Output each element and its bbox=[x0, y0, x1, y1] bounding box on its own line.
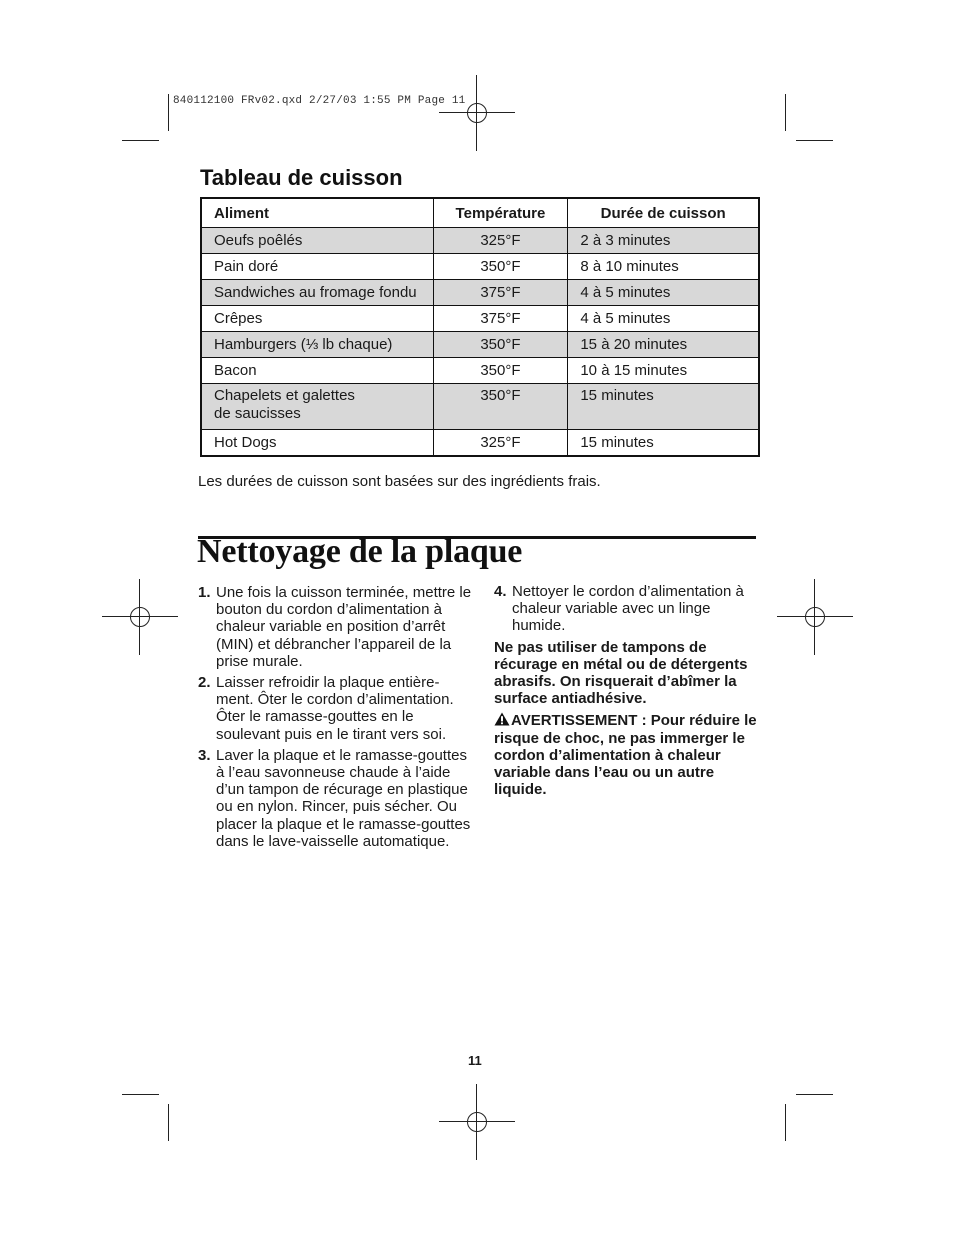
cooking-table bbox=[200, 197, 760, 457]
registration-mark-left bbox=[120, 597, 160, 637]
warning-paragraph bbox=[494, 712, 758, 798]
column-header-cook-time: Durée de cuisson bbox=[568, 198, 759, 228]
food-cell-line: Chapelets et galettes bbox=[214, 387, 355, 404]
step-number: 3. bbox=[198, 746, 211, 764]
cook-time-cell: 4 à 5 minutes bbox=[568, 280, 759, 306]
column-header-temperature: Température bbox=[433, 198, 568, 228]
warning-triangle-icon bbox=[494, 712, 510, 726]
table-row bbox=[201, 384, 759, 430]
list-item bbox=[198, 674, 474, 743]
food-cell: Sandwiches au fromage fondu bbox=[201, 280, 433, 306]
food-cell: Pain doré bbox=[201, 254, 433, 280]
crop-mark-bottom-right-h bbox=[796, 1094, 833, 1095]
table-row bbox=[201, 254, 759, 280]
steps-column-right bbox=[494, 583, 758, 803]
temperature-cell: 375°F bbox=[433, 306, 568, 332]
caution-text: Ne pas utiliser de tampons de récurage en métal ou de détergents abrasifs. On risquerait d’abîmer la surface antiadhésive. bbox=[494, 638, 748, 708]
step-number: 2. bbox=[198, 674, 211, 692]
temperature-cell: 350°F bbox=[433, 332, 568, 358]
table-note: Les durées de cuisson sont basées sur des ingrédients frais. bbox=[198, 473, 601, 490]
cook-time-cell: 2 à 3 minutes bbox=[568, 228, 759, 254]
page-number: 11 bbox=[468, 1053, 482, 1068]
step-number: 1. bbox=[198, 584, 211, 601]
crop-mark-top-right-h bbox=[796, 140, 833, 141]
temperature-cell: 350°F bbox=[433, 384, 568, 430]
food-cell-line: de saucisses bbox=[214, 405, 301, 422]
table-row bbox=[201, 358, 759, 384]
registration-mark-right bbox=[795, 597, 835, 637]
food-cell: Bacon bbox=[201, 358, 433, 384]
temperature-cell: 350°F bbox=[433, 358, 568, 384]
cook-time-cell: 8 à 10 minutes bbox=[568, 254, 759, 280]
food-cell: Crêpes bbox=[201, 306, 433, 332]
table-row bbox=[201, 332, 759, 358]
registration-mark-bottom bbox=[457, 1102, 497, 1142]
crop-mark-bottom-left-v bbox=[168, 1104, 169, 1141]
step-text: Laisser refroidir la plaque entière-ment. Ôter le cordon d’alimentation. Ôter le ramasse-gouttes en le soulevant puis en le tirant vers soi. bbox=[216, 674, 454, 743]
cook-time-cell: 15 minutes bbox=[568, 384, 759, 430]
steps-column-left bbox=[198, 584, 474, 854]
printer-slug: 840112100 FRv02.qxd 2/27/03 1:55 PM Page 11 bbox=[173, 95, 466, 107]
crop-mark-bottom-left-h bbox=[122, 1094, 159, 1095]
step-text: Nettoyer le cordon d’alimentation à chaleur variable avec un linge humide. bbox=[512, 583, 744, 635]
step-number: 4. bbox=[494, 583, 507, 600]
food-cell: Oeufs poêlés bbox=[201, 228, 433, 254]
step-text: Une fois la cuisson terminée, mettre le bouton du cordon d’alimentation à chaleur variable en position d’arrêt (MIN) et débrancher l’appareil de la prise murale. bbox=[216, 584, 472, 670]
temperature-cell: 375°F bbox=[433, 280, 568, 306]
column-header-food: Aliment bbox=[201, 198, 433, 228]
section-title: Nettoyage de la plaque bbox=[197, 533, 523, 570]
temperature-cell: 325°F bbox=[433, 430, 568, 457]
table-row bbox=[201, 306, 759, 332]
crop-mark-top-right-v bbox=[785, 94, 786, 131]
crop-mark-top-left-v bbox=[168, 94, 169, 131]
temperature-cell: 325°F bbox=[433, 228, 568, 254]
crop-mark-bottom-right-v bbox=[785, 1104, 786, 1141]
registration-mark-top bbox=[457, 93, 497, 133]
crop-mark-top-left-h bbox=[122, 140, 159, 141]
table-row bbox=[201, 228, 759, 254]
table-row bbox=[201, 430, 759, 457]
food-cell: Hamburgers (⅓ lb chaque) bbox=[201, 332, 433, 358]
cook-time-cell: 15 à 20 minutes bbox=[568, 332, 759, 358]
table-header-row bbox=[201, 198, 759, 228]
cook-time-cell: 15 minutes bbox=[568, 430, 759, 457]
temperature-cell: 350°F bbox=[433, 254, 568, 280]
table-row bbox=[201, 280, 759, 306]
cook-time-cell: 10 à 15 minutes bbox=[568, 358, 759, 384]
list-item bbox=[198, 747, 474, 850]
food-cell bbox=[201, 384, 433, 430]
cook-time-cell: 4 à 5 minutes bbox=[568, 306, 759, 332]
list-item bbox=[494, 583, 758, 635]
list-item bbox=[198, 584, 474, 670]
cooking-table-title: Tableau de cuisson bbox=[200, 165, 403, 190]
warning-text: AVERTISSEMENT : Pour réduire le risque de choc, ne pas immerger le cordon d’alimentation à chaleur variable dans l’eau ou un autre liquide. bbox=[494, 712, 757, 799]
food-cell: Hot Dogs bbox=[201, 430, 433, 457]
step-text: Laver la plaque et le ramasse-gouttes à l’eau savonneuse chaude à l’aide d’un tampon de récurage en plastique ou en nylon. Rincer, puis sécher. Ou placer la plaque et le ramasse-gouttes dans le lave-vaisselle automatique. bbox=[216, 746, 471, 850]
